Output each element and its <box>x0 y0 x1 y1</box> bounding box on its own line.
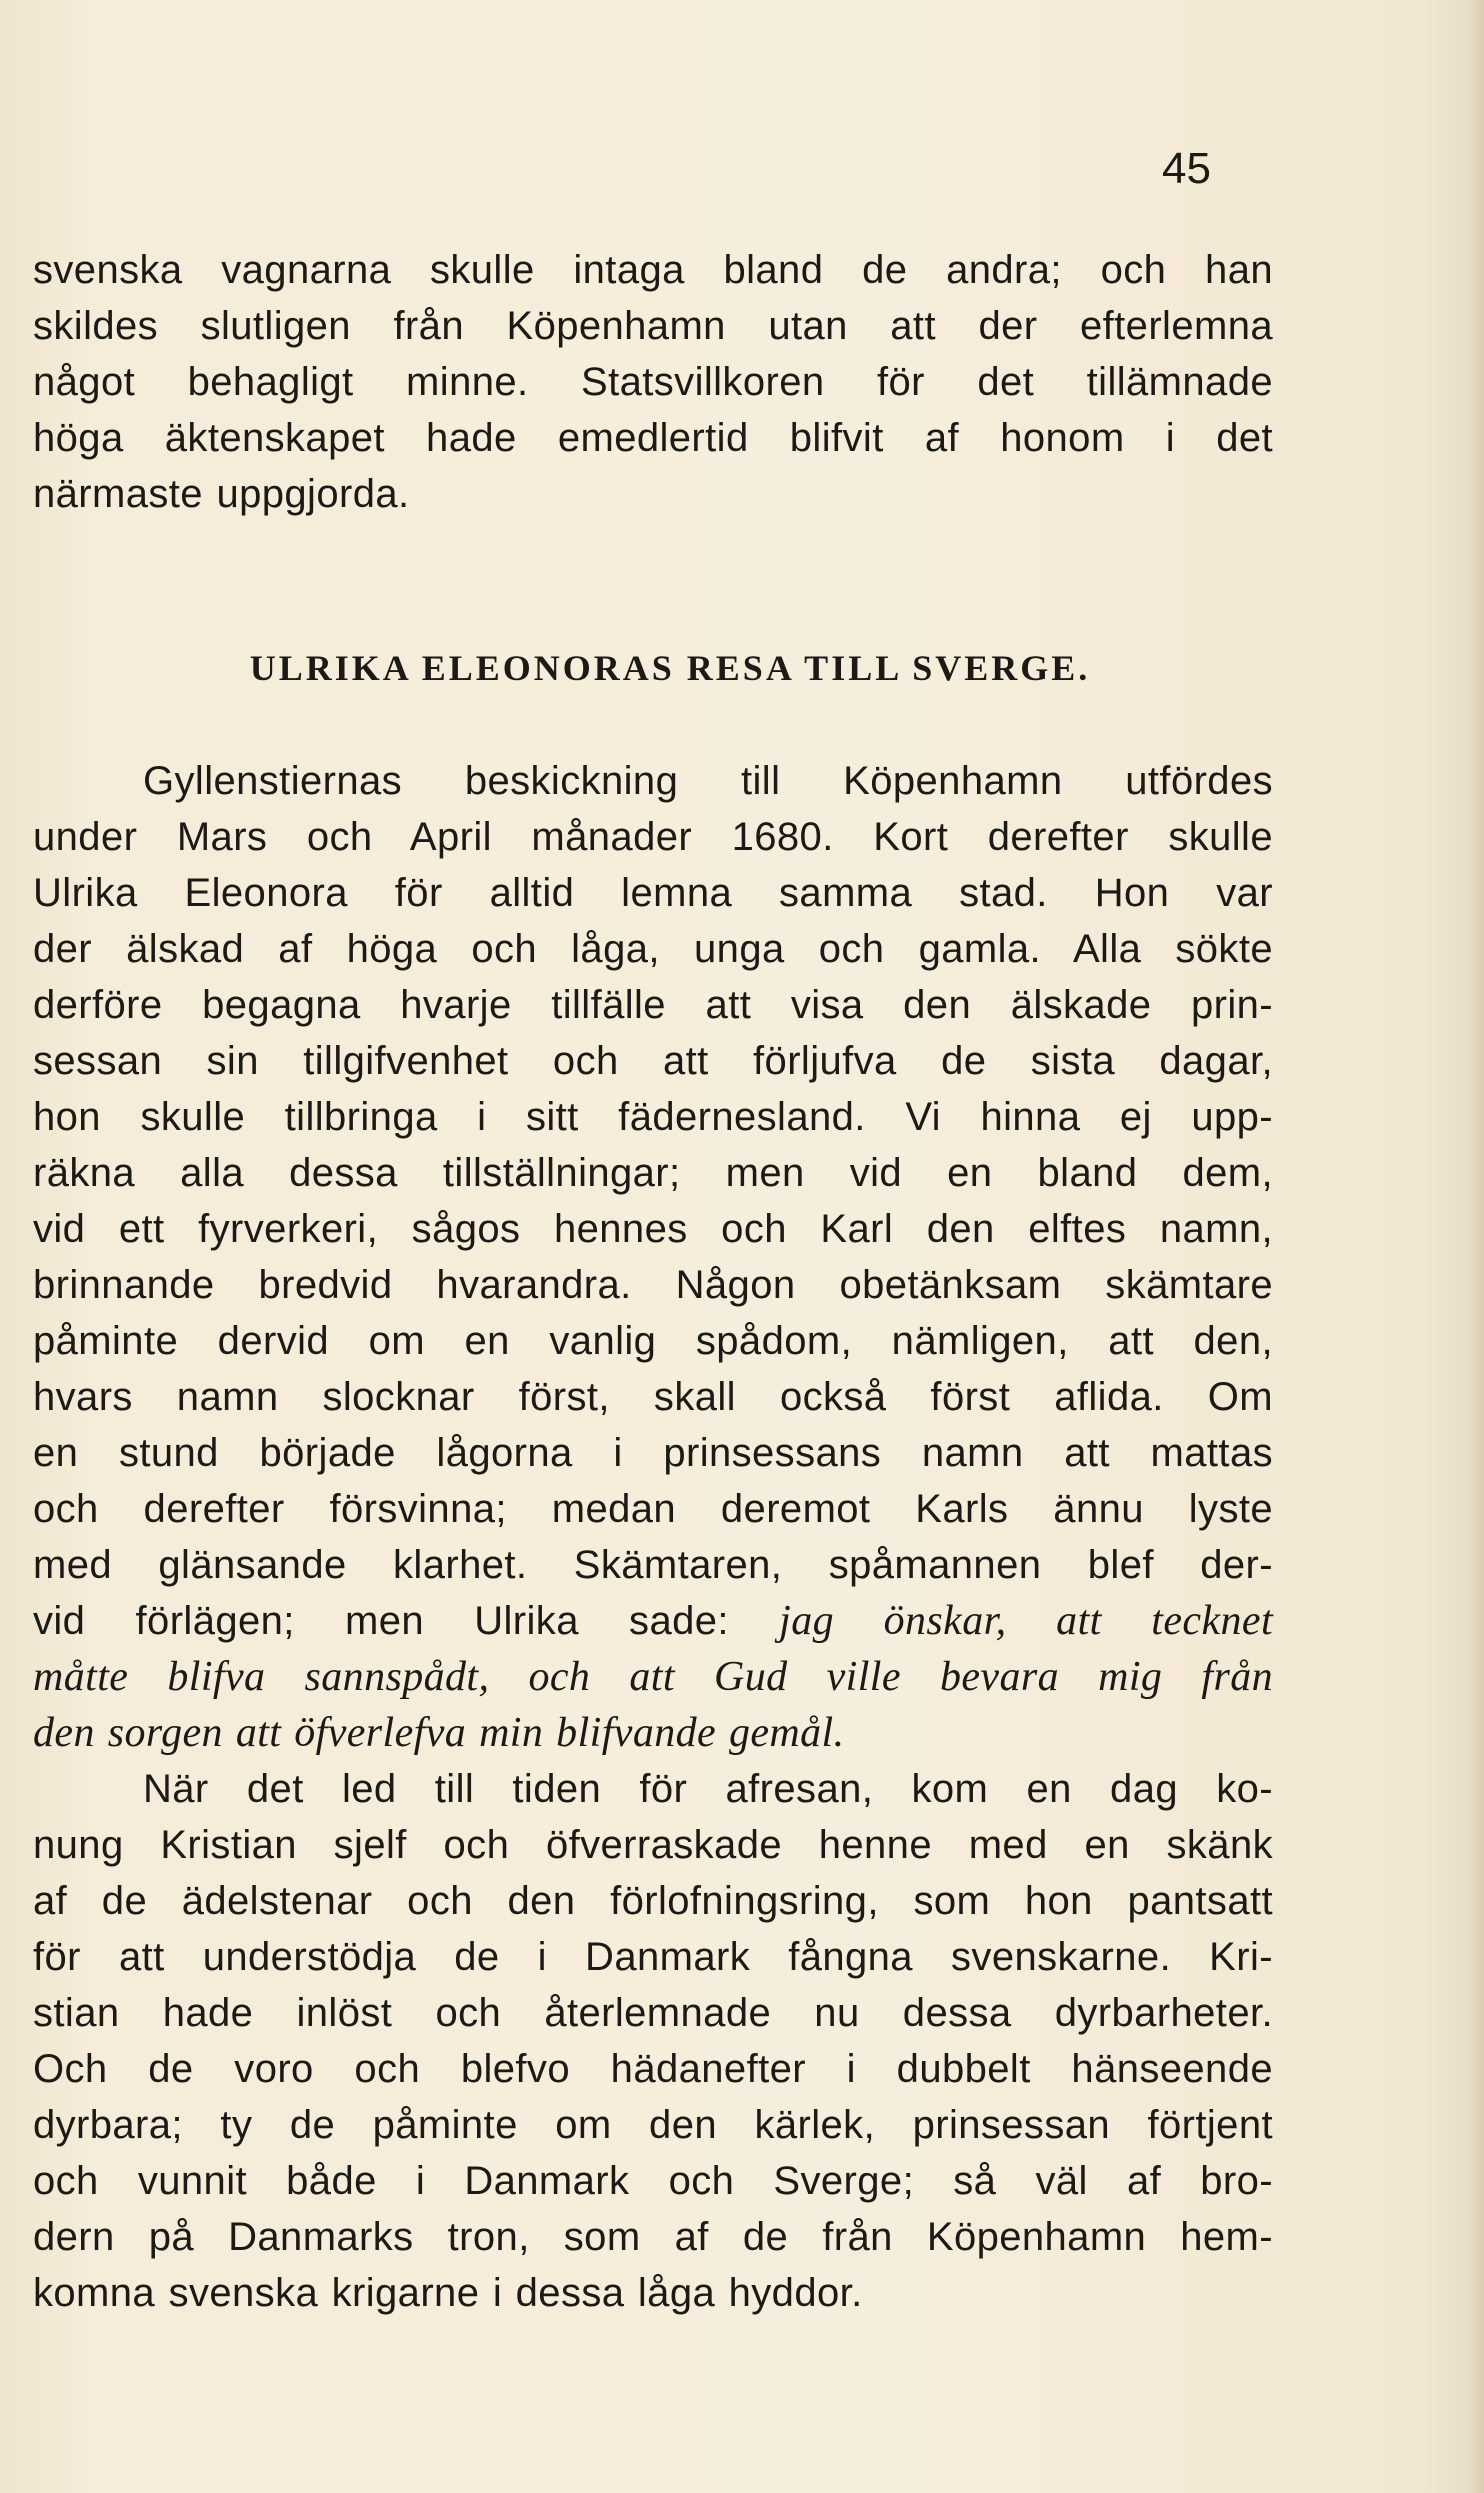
text-line: sessan sin tillgifvenhet och att förljufva de sista dagar, <box>33 1039 1273 1083</box>
text-line: för att understödja de i Danmark fångna svenskarne. Kri- <box>33 1935 1273 1979</box>
text-line: När det led till tiden för afresan, kom en dag ko- <box>143 1767 1273 1811</box>
text-line: dern på Danmarks tron, som af de från Köpenhamn hem- <box>33 2215 1273 2259</box>
text-line: der älskad af höga och låga, unga och gamla. Alla sökte <box>33 927 1273 971</box>
text-line: och derefter försvinna; medan deremot Karls ännu lyste <box>33 1487 1273 1531</box>
text-line: och vunnit både i Danmark och Sverge; så väl af bro- <box>33 2159 1273 2203</box>
text-line: påminte dervid om en vanlig spådom, nämligen, att den, <box>33 1319 1273 1363</box>
text-line: hvars namn slocknar först, skall också först aflida. Om <box>33 1375 1273 1419</box>
text-line: Ulrika Eleonora för alltid lemna samma stad. Hon var <box>33 871 1273 915</box>
page-edge <box>1470 0 1484 2493</box>
text-line: derföre begagna hvarje tillfälle att visa den älskade prin- <box>33 983 1273 1027</box>
text-line: stian hade inlöst och återlemnade nu dessa dyrbarheter. <box>33 1991 1273 2035</box>
roman-text: vid förlägen; men Ulrika sade: <box>33 1599 729 1643</box>
section-heading: ULRIKA ELEONORAS RESA TILL SVERGE. <box>249 648 1091 688</box>
text-line: hon skulle tillbringa i sitt fädernesland. Vi hinna ej upp- <box>33 1095 1273 1139</box>
paragraph-1 <box>33 242 1273 522</box>
text-line: räkna alla dessa tillställningar; men vid en bland dem, <box>33 1151 1273 1195</box>
text-line: en stund började lågorna i prinsessans namn att mattas <box>33 1431 1273 1475</box>
mixed-text-line <box>33 1593 1273 1649</box>
text-line: något behagligt minne. Statsvillkoren för det tillämnade <box>33 360 1273 404</box>
italic-line: den sorgen att öfverlefva min blifvande gemål. <box>33 1710 845 1756</box>
text-line: Och de voro och blefvo hädanefter i dubbelt hänseende <box>33 2047 1273 2091</box>
text-line: höga äktenskapet hade emedlertid blifvit af honom i det <box>33 416 1273 460</box>
text-line: vid ett fyrverkeri, sågos hennes och Karl den elftes namn, <box>33 1207 1273 1251</box>
text-line: dyrbara; ty de påminte om den kärlek, prinsessan förtjent <box>33 2103 1273 2147</box>
text-line: närmaste uppgjorda. <box>33 472 410 516</box>
text-line: nung Kristian sjelf och öfverraskade henne med en skänk <box>33 1823 1273 1867</box>
text-line: svenska vagnarna skulle intaga bland de andra; och han <box>33 248 1273 292</box>
text-line: Gyllenstiernas beskickning till Köpenhamn utfördes <box>143 759 1273 803</box>
page-number: 45 <box>1162 144 1211 193</box>
text-line: skildes slutligen från Köpenhamn utan att der efterlemna <box>33 304 1273 348</box>
text-line: med glänsande klarhet. Skämtaren, spåmannen blef der- <box>33 1543 1273 1587</box>
text-line: under Mars och April månader 1680. Kort derefter skulle <box>33 815 1273 859</box>
text-line: af de ädelstenar och den förlofningsring, som hon pantsatt <box>33 1879 1273 1923</box>
text-line: komna svenska krigarne i dessa låga hyddor. <box>33 2271 863 2315</box>
italic-line: måtte blifva sannspådt, och att Gud ville bevara mig från <box>33 1654 1273 1700</box>
text-line: brinnande bredvid hvarandra. Någon obetänksam skämtare <box>33 1263 1273 1307</box>
italic-text: jag önskar, att tecknet <box>779 1598 1274 1644</box>
paragraph-2 <box>33 753 1273 2321</box>
